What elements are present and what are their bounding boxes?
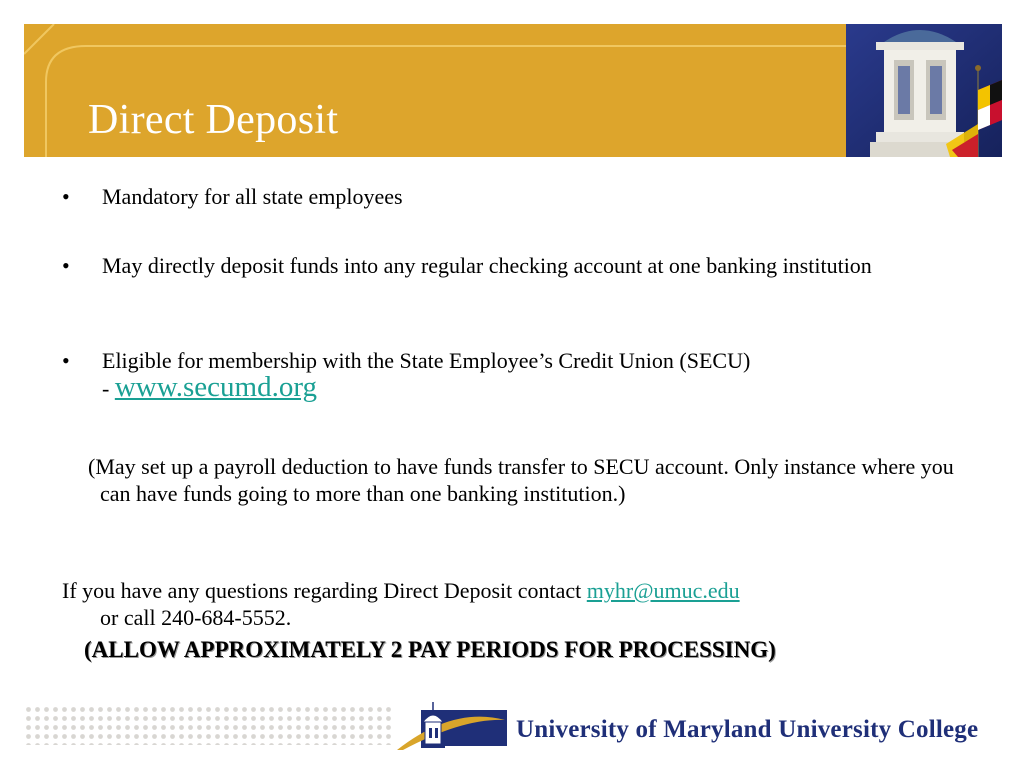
- secu-website-link[interactable]: www.secumd.org: [114, 371, 317, 403]
- umuc-cupola-logo-icon: [393, 700, 509, 754]
- secu-note: (May set up a payroll deduction to have funds transfer to SECU account. Only instance where you can have funds going to more than one banking institution.): [88, 454, 954, 506]
- email-link[interactable]: myhr@umuc.edu: [586, 578, 740, 603]
- cupola-flag-photo: [846, 24, 1002, 157]
- university-name: University of Maryland University College: [516, 716, 979, 743]
- slide-title: Direct Deposit: [88, 97, 339, 143]
- header-banner: [24, 24, 1002, 157]
- contact-phone: or call 240-684-5552.: [100, 605, 292, 630]
- bullet-symbol: •: [62, 184, 70, 209]
- processing-notice: (ALLOW APPROXIMATELY 2 PAY PERIODS FOR PROCESSING): [84, 637, 776, 662]
- footer-dot-pattern: [24, 705, 394, 745]
- contact-prefix: If you have any questions regarding Direct Deposit contact: [62, 578, 587, 603]
- bullet-symbol: •: [62, 253, 70, 278]
- bullet-symbol: •: [62, 348, 70, 373]
- bullet-text: May directly deposit funds into any regular checking account at one banking institution: [102, 253, 872, 278]
- bullet-text: Eligible for membership with the State Employee’s Credit Union (SECU): [102, 348, 751, 373]
- contact-info: [62, 577, 1002, 631]
- bullet-text: Mandatory for all state employees: [102, 184, 403, 209]
- link-dash: -: [102, 376, 115, 401]
